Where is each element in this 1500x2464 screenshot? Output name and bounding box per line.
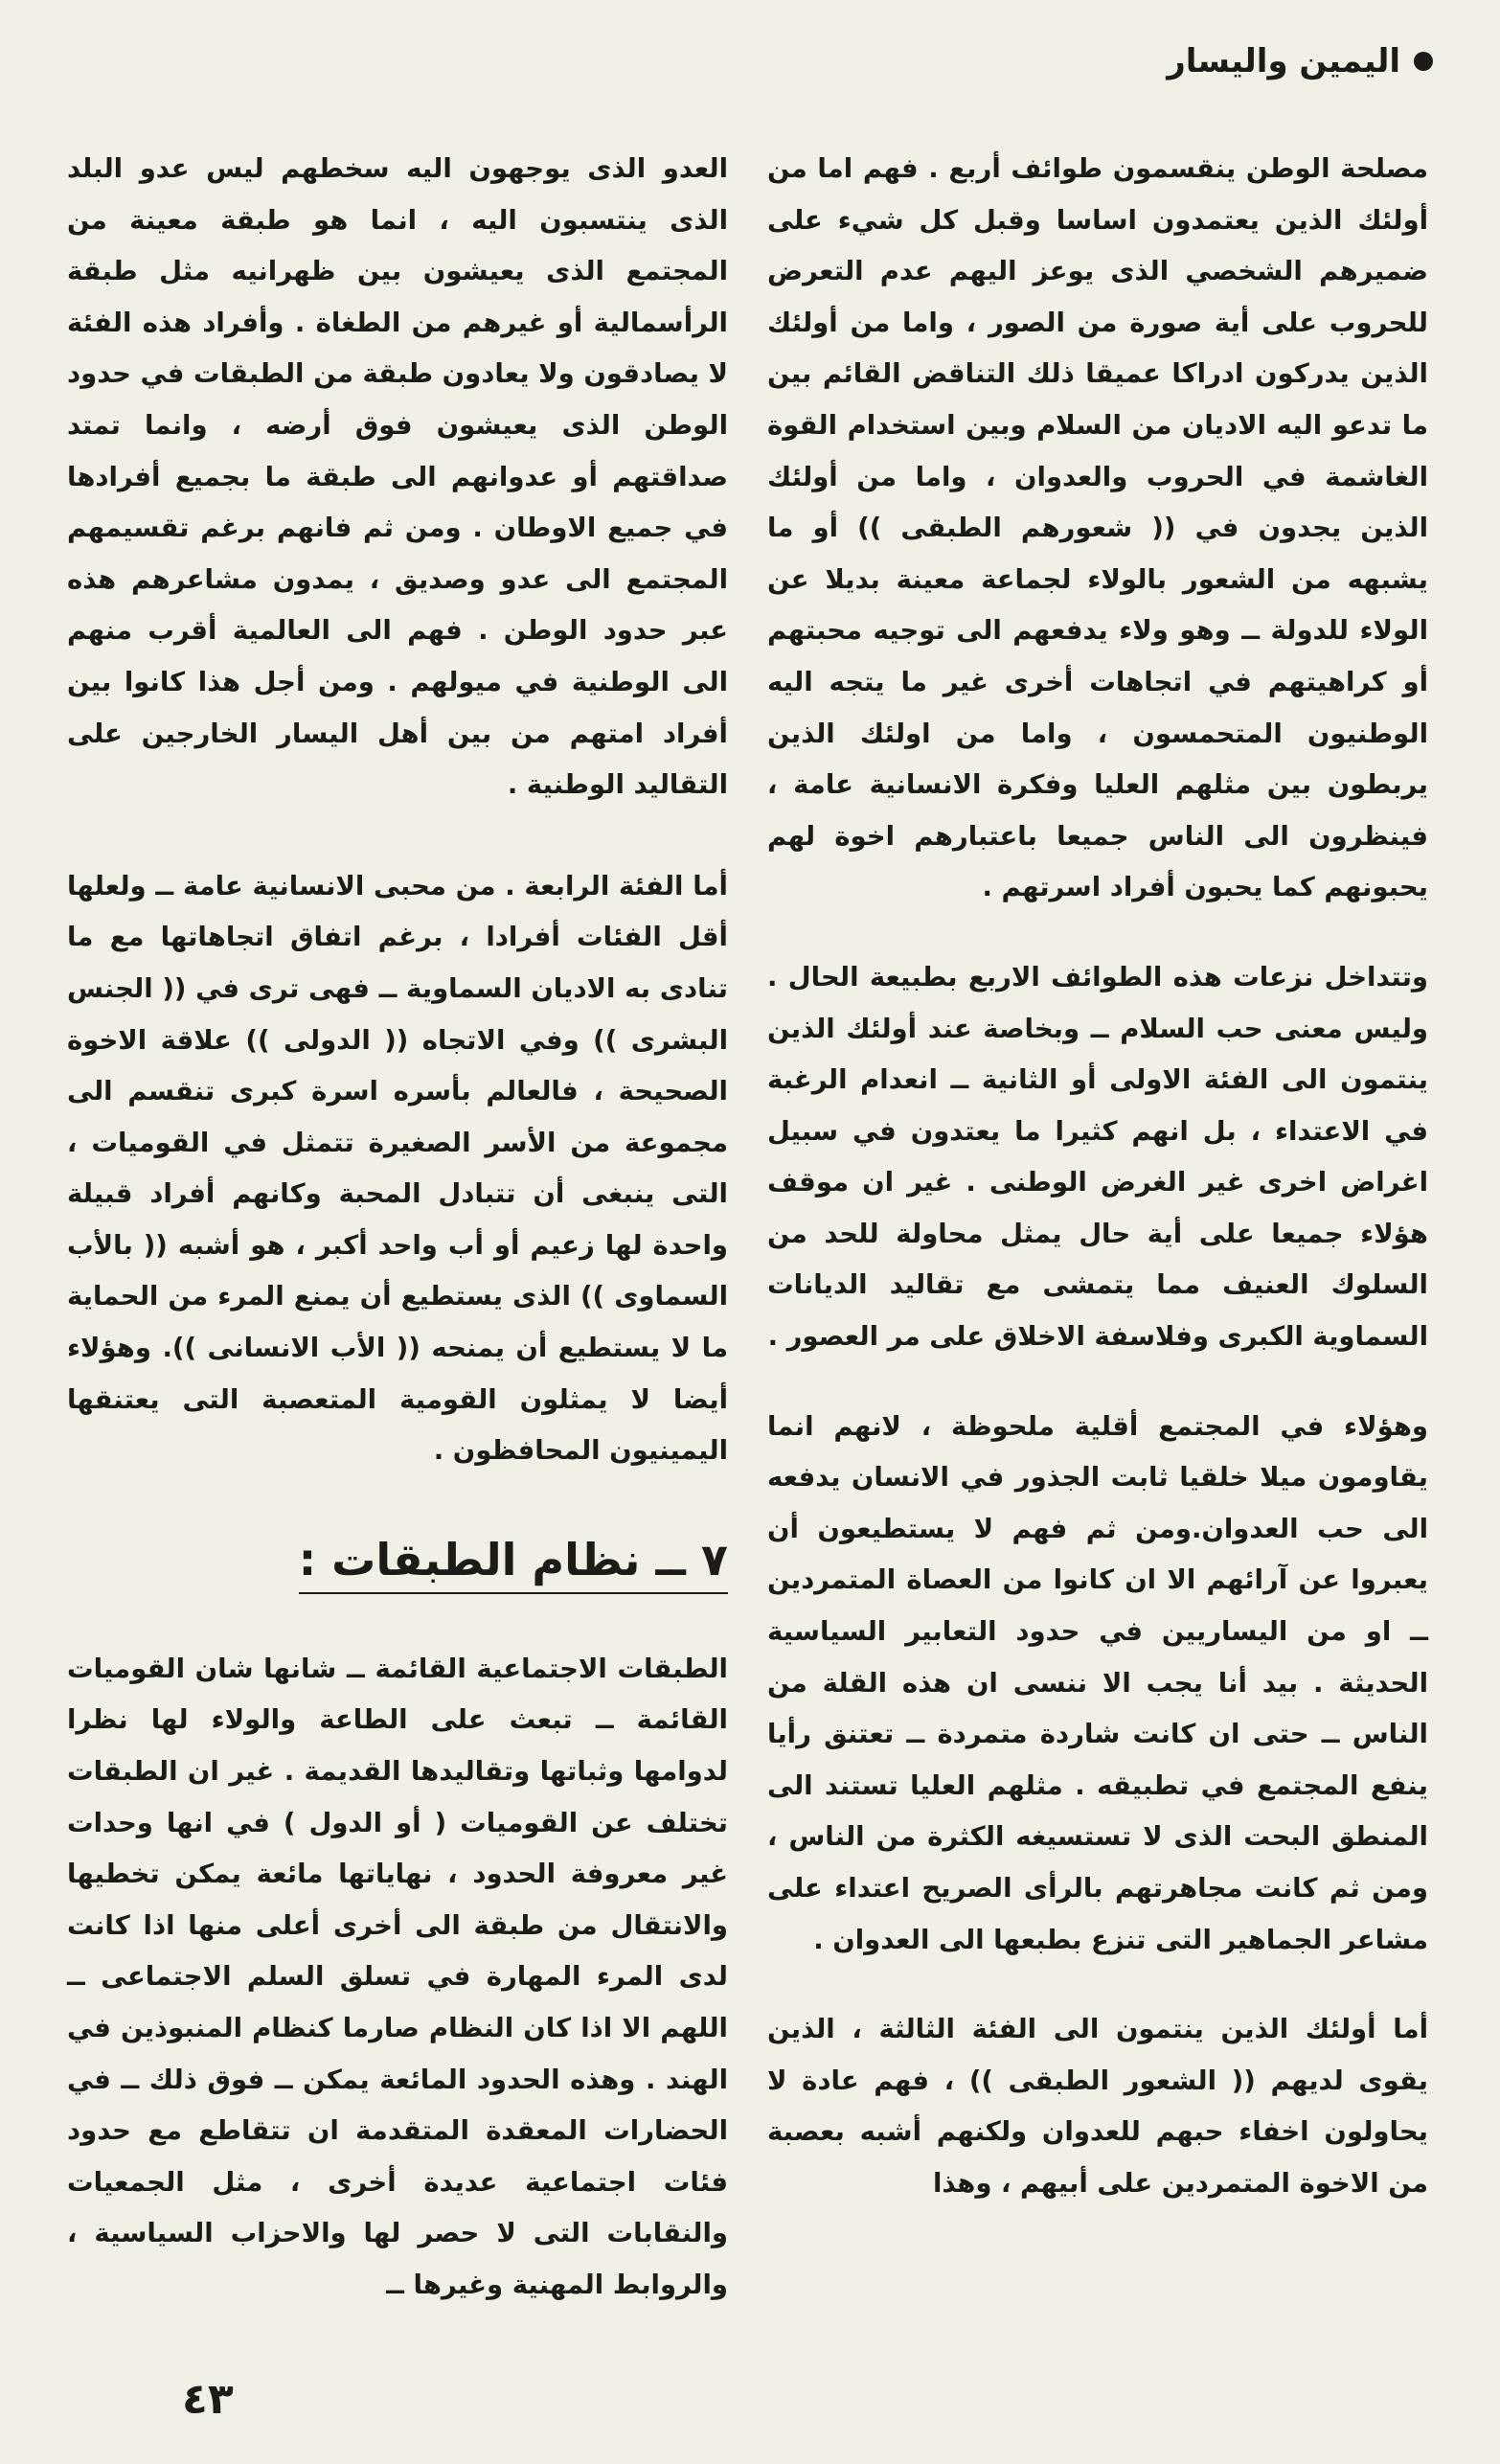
running-head-title: اليمين واليسار <box>1167 42 1400 80</box>
section-heading: ٧ ــ نظام الطبقات : <box>299 1531 728 1594</box>
left-column <box>67 144 728 2350</box>
paragraph: العدو الذى يوجهون اليه سخطهم ليس عدو البلد الذى ينتسبون اليه ، انما هو طبقة معينة من المجتمع الذى يعيشون بين ظهرانيه مثل طبقة الرأسمالية أو غيرهم من الطغاة . وأفراد هذه الفئة لا يصادقون ولا يعادون طبقة من الطبقات في حدود الوطن الذى يعيشون فوق أرضه ، وانما تمتد صداقتهم أو عدوانهم الى طبقة ما بجميع أفرادها في جميع الاوطان . ومن ثم فانهم برغم تقسيمهم المجتمع الى عدو وصديق ، يمدون مشاعرهم هذه عبر حدود الوطن . فهم الى العالمية أقرب منهم الى الوطنية في ميولهم . ومن أجل هذا كانوا بين أفراد امتهم من بين أهل اليسار الخارجين على التقاليد الوطنية . <box>67 153 728 801</box>
bullet-icon <box>1414 52 1433 71</box>
paragraph: وتتداخل نزعات هذه الطوائف الاربع بطبيعة الحال . وليس معنى حب السلام ــ وبخاصة عند أولئك الذين ينتمون الى الفئة الاولى أو الثانية ــ انعدام الرغبة في الاعتداء ، بل انهم كثيرا ما يعتدون في سبيل اغراض اخرى غير الغرض الوطنى . غير ان موقف هؤلاء جميعا على أية حال يمثل محاولة للحد من السلوك العنيف مما يتمشى مع تقاليد الديانات السماوية الكبرى وفلاسفة الاخلاق على مر العصور . <box>767 961 1428 1353</box>
paragraph: وهؤلاء في المجتمع أقلية ملحوظة ، لانهم انما يقاومون ميلا خلقيا ثابت الجذور في الانسان يدفعه الى حب العدوان.ومن ثم فهم لا يستطيعون أن يعبروا عن آرائهم الا ان كانوا من العصاة المتمردين ــ او من اليساريين في حدود التعابير السياسية الحديثة . بيد أنا يجب الا ننسى ان هذه القلة من الناس ــ حتى ان كانت شاردة متمردة ــ تعتنق رأيا ينفع المجتمع في تطبيقه . مثلهم العليا تستند الى المنطق البحت الذى لا تستسيغه الكثرة من الناس ، ومن ثم كانت مجاهرتهم بالرأى الصريح اعتداء على مشاعر الجماهير التى تنزع بطبعها الى العدوان . <box>767 1410 1428 1955</box>
paragraph: مصلحة الوطن ينقسمون طوائف أربع . فهم اما من أولئك الذين يعتمدون اساسا وقبل كل شيء على ضميرهم الشخصي الذى يوعز اليهم عدم التعرض للحروب على أية صورة من الصور ، واما من أولئك الذين يدركون ادراكا عميقا ذلك التناقض القائم بين ما تدعو اليه الاديان من السلام وبين استخدام القوة الغاشمة في الحروب والعدوان ، واما من أولئك الذين يجدون في (( شعورهم الطبقى )) أو ما يشبهه من الشعور بالولاء لجماعة معينة بديلا عن الولاء للدولة ــ وهو ولاء يدفعهم الى توجيه محبتهم أو كراهيتهم في اتجاهات أخرى غير ما يتجه اليه الوطنيون المتحمسون ، واما من اولئك الذين يربطون بين مثلهم العليا وفكرة الانسانية عامة ، فينظرون الى الناس جميعا باعتبارهم اخوة لهم يحبونهم كما يحبون أفراد اسرتهم . <box>767 153 1428 903</box>
section-heading-wrap <box>67 1527 728 1623</box>
paragraph: أما الفئة الرابعة . من محبى الانسانية عامة ــ ولعلها أقل الفئات أفرادا ، برغم اتفاق اتجاهاتها مع ما تنادى به الاديان السماوية ــ فهى ترى في (( الجنس البشرى )) وفي الاتجاه (( الدولى )) علاقة الاخوة الصحيحة ، فالعالم بأسره اسرة كبرى تنقسم الى مجموعة من الأسر الصغيرة تتمثل في القوميات ، التى ينبغى أن تتبادل المحبة وكانهم أفراد قبيلة واحدة لها زعيم أو أب واحد أكبر ، هو أشبه (( بالأب السماوى )) الذى يستطيع أن يمنع المرء من الحماية ما لا يستطيع أن يمنحه (( الأب الانسانى )). وهؤلاء أيضا لا يمثلون القومية المتعصبة التى يعتنقها اليمينيون المحافظون . <box>67 870 728 1467</box>
paragraph: أما أولئك الذين ينتمون الى الفئة الثالثة ، الذين يقوى لديهم (( الشعور الطبقى )) ، فهم عادة لا يحاولون اخفاء حبهم للعدوان ولكنهم أشبه بعصبة من الاخوة المتمردين على أبيهم ، وهذا <box>767 2014 1428 2199</box>
running-head <box>1167 42 1433 80</box>
page-number: ٤٣ <box>182 2375 234 2424</box>
right-column <box>767 144 1428 2248</box>
paragraph: الطبقات الاجتماعية القائمة ــ شانها شان القوميات القائمة ــ تبعث على الطاعة والولاء لها نظرا لدوامها وثباتها وتقاليدها القديمة . غير ان الطبقات تختلف عن القوميات ( أو الدول ) في انها وحدات غير معروفة الحدود ، نهاياتها مائعة يمكن تخطيها والانتقال من طبقة الى أخرى أعلى منها اذا كانت لدى المرء المهارة في تسلق السلم الاجتماعى ــ اللهم الا اذا كان النظام صارما كنظام المنبوذين في الهند . وهذه الحدود المائعة يمكن ــ فوق ذلك ــ في الحضارات المعقدة المتقدمة ان تتقاطع مع حدود فئات اجتماعية عديدة أخرى ، مثل الجمعيات والنقابات التى لا حصر لها والاحزاب السياسية ، والروابط المهنية وغيرها ــ <box>67 1653 728 2300</box>
